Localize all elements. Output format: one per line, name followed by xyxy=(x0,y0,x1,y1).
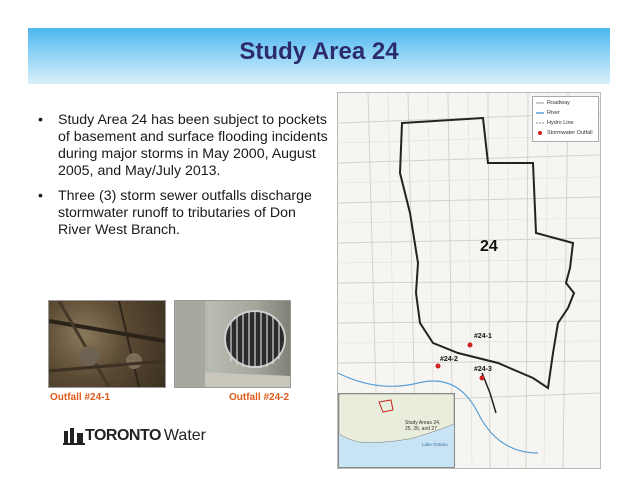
title-band xyxy=(28,28,610,84)
legend-roadway: Roadway xyxy=(547,100,570,106)
bullet-list xyxy=(38,112,328,247)
toronto-water-logo xyxy=(63,427,206,445)
bullet-item xyxy=(38,188,328,239)
inset-caption: Study Areas 24, 25, 26, and 27 xyxy=(405,420,441,432)
outfall-photo-2 xyxy=(174,300,291,388)
bullet-marker: • xyxy=(38,188,43,204)
logo-word-water: Water xyxy=(163,427,206,444)
bullet-text: Study Area 24 has been subject to pockets of basement and surface flooding incidents during major storms in May 2000, August 2005, and May/July 2013. xyxy=(58,112,328,179)
inset-lake-label: Lake Ontario xyxy=(422,442,448,447)
photo-caption-2: Outfall #24-2 xyxy=(229,392,290,403)
bullet-item xyxy=(38,112,328,180)
outfall-photo-1 xyxy=(48,300,166,388)
outfall-label: #24-1 xyxy=(474,333,492,340)
legend-stormwater-outfall: Stormwater Outfall xyxy=(547,130,593,136)
outfall-label: #24-2 xyxy=(440,356,458,363)
city-hall-icon xyxy=(63,427,85,445)
map-area-label: 24 xyxy=(480,238,498,255)
bullet-marker: • xyxy=(38,112,43,128)
outfall-label: #24-3 xyxy=(474,366,492,373)
legend-hydro-line: Hydro Line xyxy=(547,120,574,126)
logo-word-toronto: TORONTO xyxy=(85,427,161,444)
photo-caption-1: Outfall #24-1 xyxy=(50,392,111,403)
slide-title: Study Area 24 xyxy=(239,38,399,65)
legend-river: River xyxy=(547,110,560,116)
bullet-text: Three (3) storm sewer outfalls discharge stormwater runoff to tributaries of Don River West Branch. xyxy=(58,188,312,238)
map-legend xyxy=(532,96,599,142)
